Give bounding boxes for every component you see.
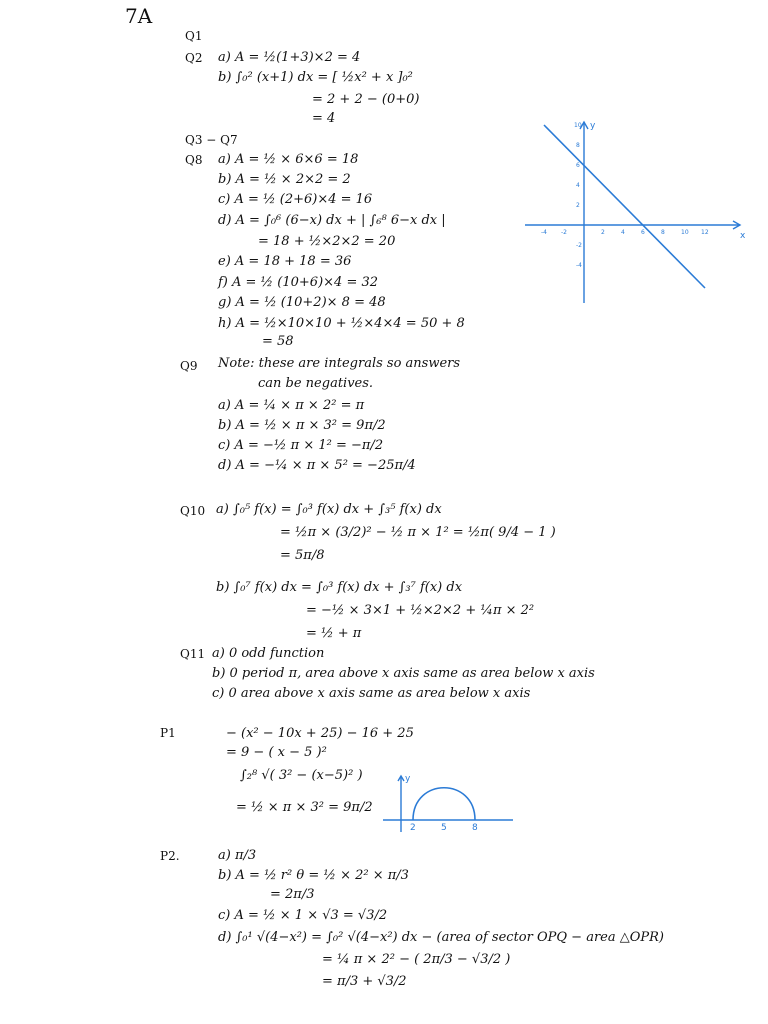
p2c-line: c) A = ½ × 1 × √3 = √3/2 [218, 908, 388, 923]
graph1-y-axis-label: y [590, 121, 596, 131]
graph1-y-tick-label: 2 [576, 202, 580, 209]
graph1-x-tick-label: -2 [561, 229, 567, 236]
page-title: 7A [125, 4, 153, 28]
graph1-x-tick-label: 10 [681, 229, 689, 236]
p2d-line-3: = π/3 + √3/2 [322, 974, 407, 989]
q9b-line: b) A = ½ × π × 3² = 9π/2 [218, 418, 386, 433]
q10b-line: b) ∫₀⁷ f(x) dx = ∫₀³ f(x) dx + ∫₃⁷ f(x) dx [216, 580, 463, 595]
q10a-line-3: = 5π/8 [280, 548, 325, 563]
q10b-line-3: = ½ + π [306, 626, 362, 641]
q9-note-line-2: can be negatives. [258, 376, 374, 391]
q10a-line: a) ∫₀⁵ f(x) = ∫₀³ f(x) dx + ∫₃⁵ f(x) dx [216, 502, 442, 517]
p1-line-3: ∫₂⁸ √( 3² − (x−5)² ) [240, 768, 363, 783]
q8-label: Q8 [185, 153, 203, 167]
graph2-x-label: 8 [472, 823, 478, 833]
graph2-y-axis-label: y [405, 774, 411, 784]
graph1-x-tick-label: 2 [601, 229, 605, 236]
q2a-line: a) A = ½(1+3)×2 = 4 [218, 50, 361, 65]
graph1-y-tick-label: 4 [576, 182, 580, 189]
graph2-x-label: 5 [441, 823, 447, 833]
q11a-line: a) 0 odd function [212, 646, 325, 661]
q8e-line: e) A = 18 + 18 = 36 [218, 254, 352, 269]
graph1-y-tick-label: 8 [576, 142, 580, 149]
p1-label: P1 [160, 726, 176, 740]
q3-q7-label: Q3 − Q7 [185, 133, 238, 147]
q8h-line-2: = 58 [262, 334, 294, 349]
p1-line-1: − (x² − 10x + 25) − 16 + 25 [226, 726, 414, 741]
q8d-line-2: = 18 + ½×2×2 = 20 [258, 234, 396, 249]
graph1-y-tick-label: 6 [576, 162, 580, 169]
graph1-x-tick-label: 6 [641, 229, 645, 236]
p2d-line-2: = ¼ π × 2² − ( 2π/3 − √3/2 ) [322, 952, 511, 967]
q8f-line: f) A = ½ (10+6)×4 = 32 [218, 275, 379, 290]
p1-line-4: = ½ × π × 3² = 9π/2 [236, 800, 373, 815]
line-graph [520, 118, 750, 308]
graph1-y-top-label: 10 [574, 122, 582, 129]
q9d-line: d) A = −¼ × π × 5² = −25π/4 [218, 458, 416, 473]
semicircle-graph [383, 772, 518, 834]
p1-line-2: = 9 − ( x − 5 )² [226, 745, 327, 760]
p2b-line: b) A = ½ r² θ = ½ × 2² × π/3 [218, 868, 409, 883]
q8g-line: g) A = ½ (10+2)× 8 = 48 [218, 295, 386, 310]
q9-note-line: Note: these are integrals so answers [218, 356, 461, 371]
q11-label: Q11 [180, 647, 206, 661]
q9a-line: a) A = ¼ × π × 2² = π [218, 398, 365, 413]
p2b-line-2: = 2π/3 [270, 887, 315, 902]
q8d-line: d) A = ∫₀⁶ (6−x) dx + | ∫₆⁸ 6−x dx | [218, 213, 446, 228]
q8c-line: c) A = ½ (2+6)×4 = 16 [218, 192, 373, 207]
graph1-x-tick-label: -4 [541, 229, 547, 236]
graph1-x-axis-label: x [740, 231, 746, 241]
q11b-line: b) 0 period π, area above x axis same as area below x axis [212, 666, 595, 681]
q10b-line-2: = −½ × 3×1 + ½×2×2 + ¼π × 2² [306, 603, 535, 618]
p2-label: P2. [160, 849, 180, 863]
p2d-line: d) ∫₀¹ √(4−x²) = ∫₀² √(4−x²) dx − (area of sector OPQ − area △OPR) [218, 930, 664, 945]
q1-label: Q1 [185, 29, 203, 43]
q10-label: Q10 [180, 504, 206, 518]
q8h-line: h) A = ½×10×10 + ½×4×4 = 50 + 8 [218, 316, 465, 331]
graph1-y-tick-label: -4 [576, 262, 582, 269]
q8a-line: a) A = ½ × 6×6 = 18 [218, 152, 359, 167]
p2a-line: a) π/3 [218, 848, 257, 863]
q2-label: Q2 [185, 51, 203, 65]
graph1-line-y-equals-6-minus-x [544, 125, 705, 288]
q8b-line: b) A = ½ × 2×2 = 2 [218, 172, 351, 187]
q2b-line: b) ∫₀² (x+1) dx = [ ½x² + x ]₀² [218, 70, 413, 85]
q9-label: Q9 [180, 359, 198, 373]
graph1-x-tick-label: 8 [661, 229, 665, 236]
graph1-x-tick-label: 4 [621, 229, 625, 236]
graph1-x-tick-label: 12 [701, 229, 709, 236]
q11c-line: c) 0 area above x axis same as area below x axis [212, 686, 531, 701]
q9c-line: c) A = −½ π × 1² = −π/2 [218, 438, 384, 453]
graph1-y-tick-label: -2 [576, 242, 582, 249]
q2b-line-2: = 2 + 2 − (0+0) [312, 92, 420, 107]
graph2-x-label: 2 [410, 823, 416, 833]
graph2-semicircle [413, 788, 475, 820]
q2b-line-3: = 4 [312, 111, 336, 126]
q10a-line-2: = ½π × (3/2)² − ½ π × 1² = ½π( 9/4 − 1 ) [280, 525, 556, 540]
